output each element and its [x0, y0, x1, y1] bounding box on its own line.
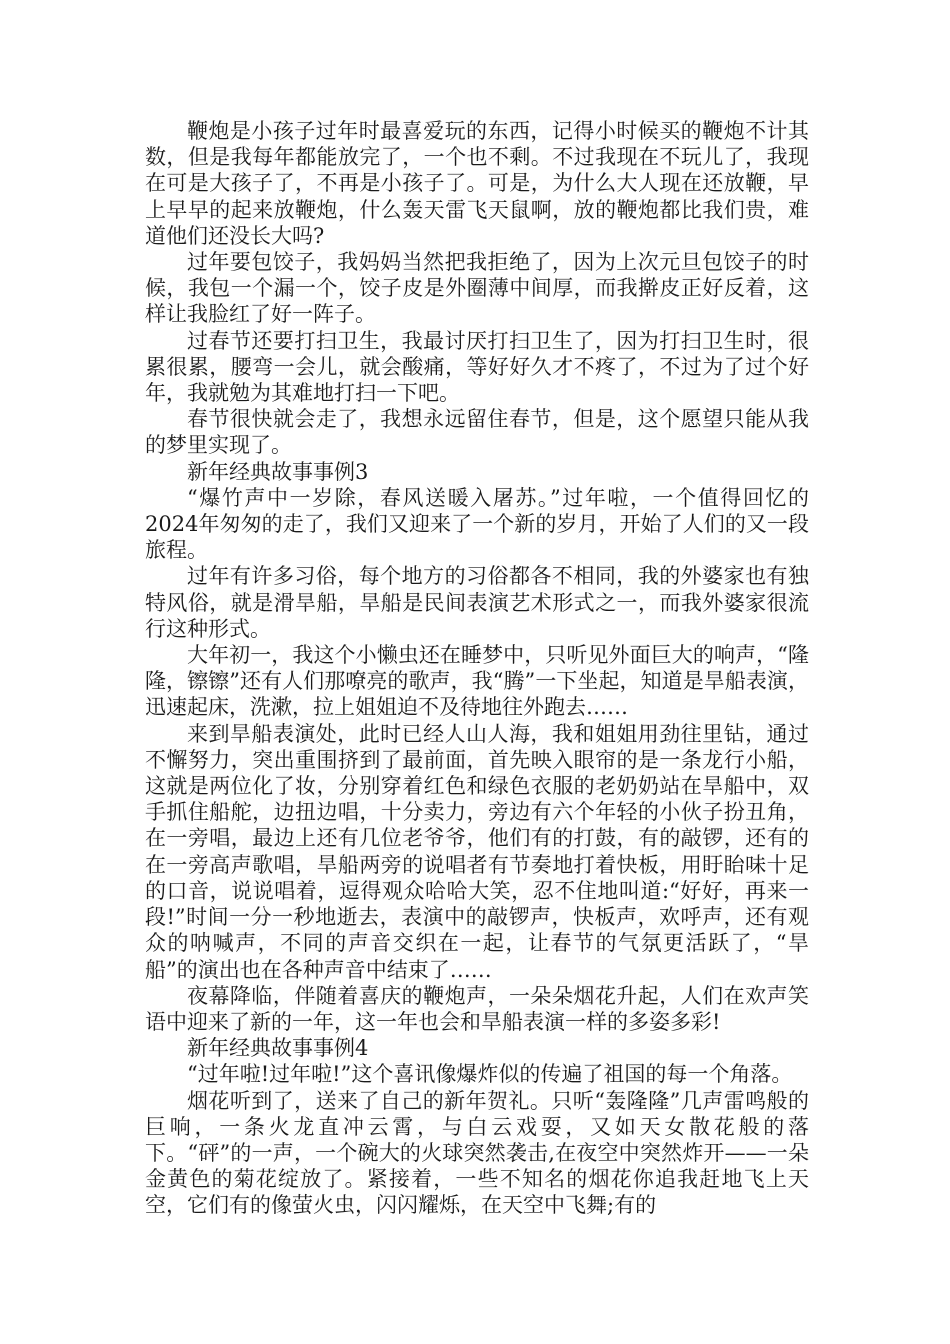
document-page — [145, 118, 809, 1219]
paragraph-dumplings: 过年要包饺子，我妈妈当然把我拒绝了，因为上次元旦包饺子的时候，我包一个漏一个，饺子皮是外圈薄中间厚，而我擀皮正好反着，这样让我脸红了好一阵子。 — [145, 250, 809, 327]
paragraph-land-boat-show: 来到旱船表演处，此时已经人山人海，我和姐姐用劲往里钻，通过不懈努力，突出重围挤到了最前面，首先映入眼帘的是一条龙行小船，这就是两位化了妆，分别穿着红色和绿色衣服的老奶奶站在旱船中，双手抓住船舵，边扭边唱，十分卖力，旁边有六个年轻的小伙子扮丑角，在一旁唱，最边上还有几位老爷爷，他们有的打鼓，有的敲锣，还有的在一旁高声歌唱，旱船两旁的说唱者有节奏地打着快板，用盱眙味十足的口音，说说唱着，逗得观众哈哈大笑，忍不住地叫道:“好好，再来一段!”时间一分一秒地逝去，表演中的敲锣声，快板声，欢呼声，还有观众的呐喊声，不同的声音交织在一起，让春节的气氛更活跃了，“旱船”的演出也在各种声音中结束了…… — [145, 721, 809, 982]
paragraph-fireworks: 烟花听到了，送来了自己的新年贺礼。只听“轰隆隆”几声雷鸣般的巨响，一条火龙直冲云霄，与白云戏耍，又如天女散花般的落下。“砰”的一声，一个碗大的火球突然袭击,在夜空中突然炸开——一朵金黄色的菊花绽放了。紧接着，一些不知名的烟花你追我赶地飞上天空，它们有的像萤火虫，闪闪耀烁，在天空中飞舞;有的 — [145, 1088, 809, 1218]
paragraph-firecracker-poem: “爆竹声中一岁除，春风送暖入屠苏。”过年啦，一个值得回忆的2024年匆匆的走了，我们又迎来了一个新的岁月，开始了人们的又一段旅程。 — [145, 485, 809, 563]
paragraph-cleaning: 过春节还要打扫卫生，我最讨厌打扫卫生了，因为打扫卫生时，很累很累，腰弯一会儿，就会酸痛，等好好久才不疼了，不过为了过个好年，我就勉为其难地打扫一下吧。 — [145, 328, 809, 406]
paragraph-firecrackers: 鞭炮是小孩子过年时最喜爱玩的东西，记得小时候买的鞭炮不计其数，但是我每年都能放完了，一个也不剩。不过我现在不玩儿了，我现在可是大孩子了，不再是小孩子了。可是，为什么大人现在还放鞭，早上早早的起来放鞭炮，什么轰天雷飞天鼠啊，放的鞭炮都比我们贵，难道他们还没长大吗? — [145, 119, 809, 248]
paragraph-keep-spring-festival: 春节很快就会走了，我想永远留住春节，但是，这个愿望只能从我的梦里实现了。 — [145, 407, 809, 458]
section-heading-example-3: 新年经典故事事例3 — [187, 459, 369, 484]
paragraph-good-news: “过年啦!过年啦!”这个喜讯像爆炸似的传遍了祖国的每一个角落。 — [187, 1062, 793, 1087]
paragraph-customs: 过年有许多习俗，每个地方的习俗都各不相同，我的外婆家也有独特风俗，就是滑旱船，旱船是民间表演艺术形式之一，而我外婆家很流行这种形式。 — [145, 564, 809, 641]
section-heading-example-4: 新年经典故事事例4 — [187, 1036, 369, 1061]
paragraph-nightfall: 夜幕降临，伴随着喜庆的鞭炮声，一朵朵烟花升起，人们在欢声笑语中迎来了新的一年，这一年也会和旱船表演一样的多姿多彩! — [145, 983, 809, 1034]
paragraph-new-year-morning: 大年初一，我这个小懒虫还在睡梦中，只听见外面巨大的响声，“隆隆，镲镲”还有人们那嘹亮的歌声，我“腾”一下坐起，知道是旱船表演，迅速起床，洗漱，拉上姐姐迫不及待地往外跑去…… — [145, 643, 809, 720]
